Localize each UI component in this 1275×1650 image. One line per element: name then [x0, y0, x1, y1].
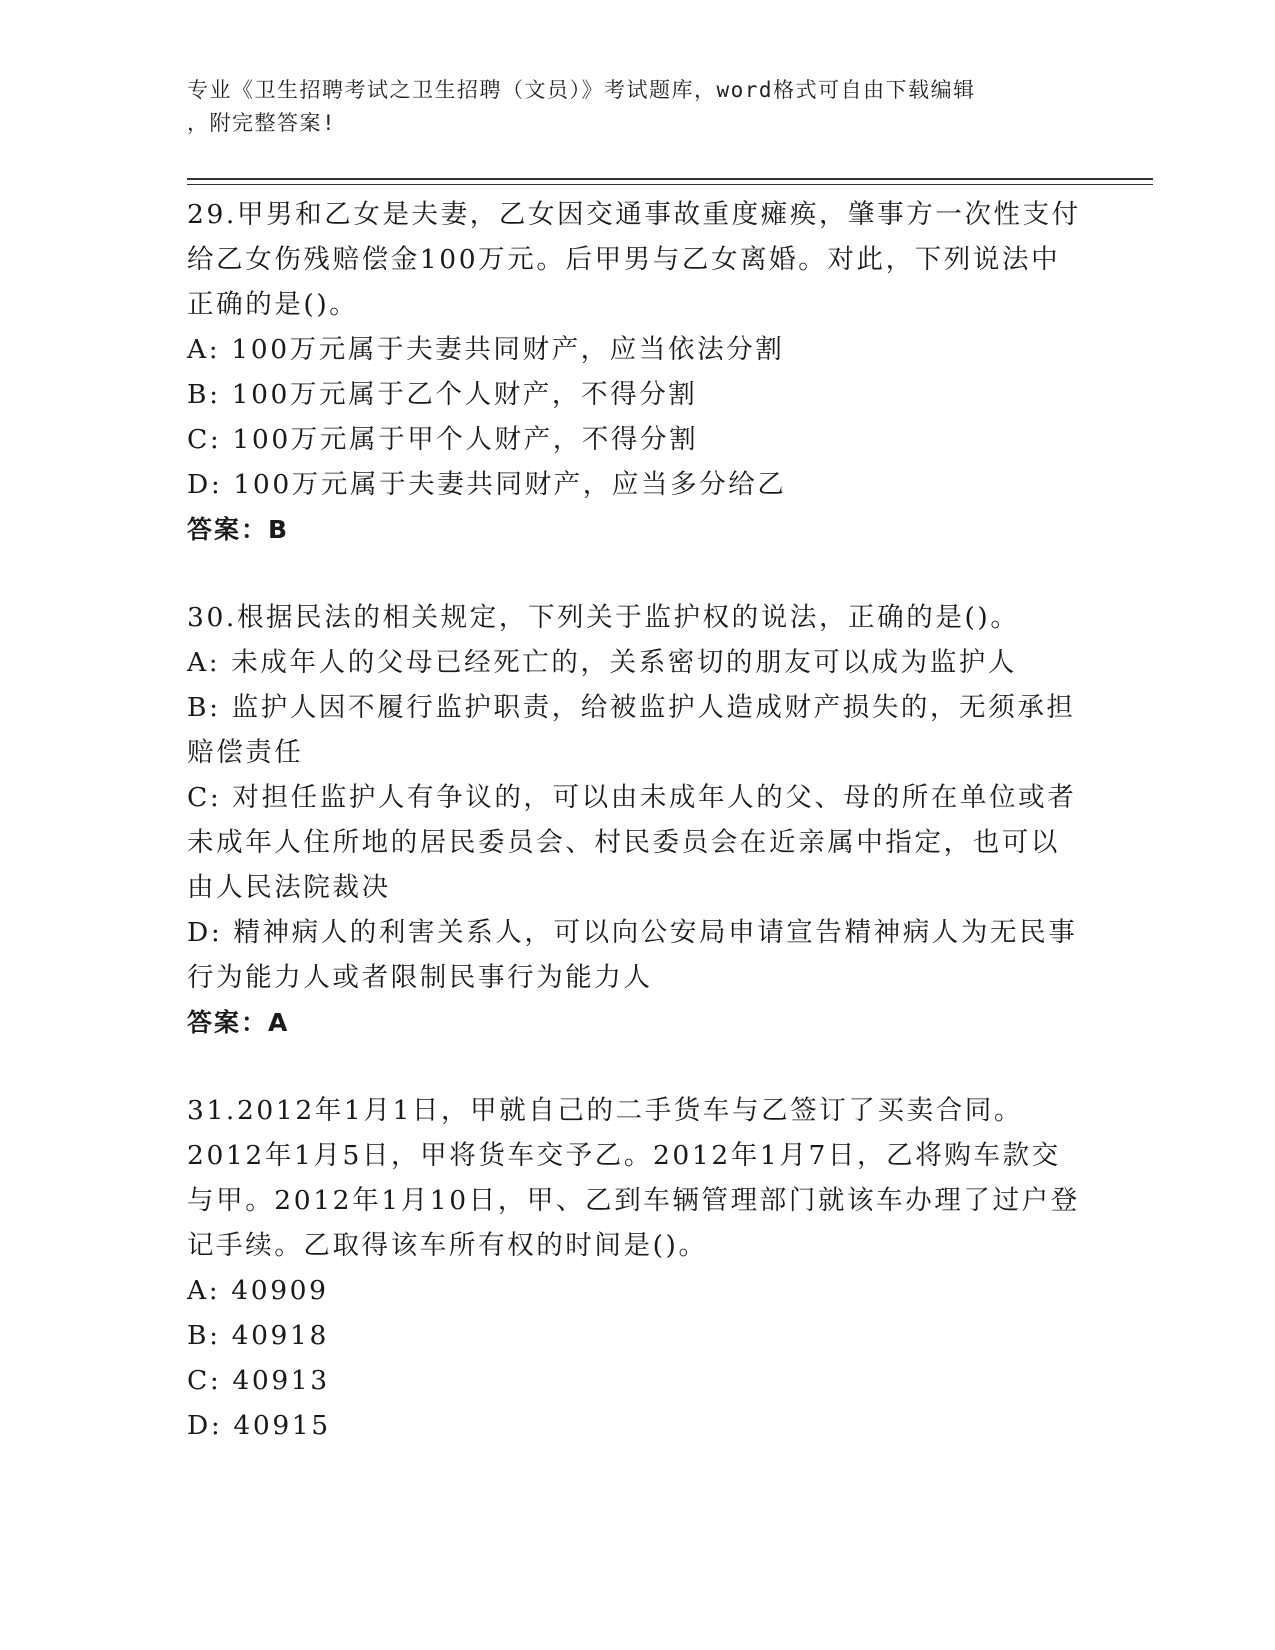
question-31 — [187, 1088, 1087, 1448]
header-divider-thin — [187, 184, 1153, 185]
option-d: D: 精神病人的利害关系人，可以向公安局申请宣告精神病人为无民事行为能力人或者限制民事行为能力人 — [187, 917, 1078, 993]
option-c: C: 40913 — [187, 1365, 330, 1396]
option-b: B: 监护人因不履行监护职责，给被监护人造成财产损失的，无须承担赔偿责任 — [187, 692, 1076, 768]
option-a: A: 100万元属于夫妻共同财产，应当依法分割 — [187, 334, 785, 365]
spacer — [187, 552, 1087, 595]
header-divider-thick — [187, 178, 1153, 180]
header-line-2: ，附完整答案! — [187, 111, 337, 135]
answer: 答案：B — [187, 515, 290, 544]
answer: 答案：A — [187, 1008, 290, 1037]
document-header — [187, 74, 1067, 140]
question-text: 29.甲男和乙女是夫妻，乙女因交通事故重度瘫痪，肇事方一次性支付给乙女伤残赔偿金100万元。后甲男与乙女离婚。对此，下列说法中正确的是()。 — [187, 199, 1081, 320]
option-a: A: 40909 — [187, 1275, 329, 1306]
option-c: C: 对担任监护人有争议的，可以由未成年人的父、母的所在单位或者未成年人住所地的居民委员会、村民委员会在近亲属中指定，也可以由人民法院裁决 — [187, 782, 1077, 903]
spacer — [187, 1045, 1087, 1088]
option-d: D: 100万元属于夫妻共同财产，应当多分给乙 — [187, 469, 787, 500]
option-d: D: 40915 — [187, 1410, 331, 1441]
question-text: 31.2012年1月1日，甲就自己的二手货车与乙签订了买卖合同。2012年1月5日，甲将货车交予乙。2012年1月7日，乙将购车款交与甲。2012年1月10日，甲、乙到车辆管理部门就该车办理了过户登记手续。乙取得该车所有权的时间是()。 — [187, 1095, 1080, 1261]
option-b: B: 40918 — [187, 1320, 329, 1351]
option-b: B: 100万元属于乙个人财产，不得分割 — [187, 379, 698, 410]
option-c: C: 100万元属于甲个人财产，不得分割 — [187, 424, 699, 455]
header-line-1: 专业《卫生招聘考试之卫生招聘（文员）》考试题库，word格式可自由下载编辑 — [187, 78, 976, 102]
question-list — [187, 192, 1087, 1448]
question-30 — [187, 595, 1087, 1045]
question-29 — [187, 192, 1087, 552]
question-text: 30.根据民法的相关规定，下列关于监护权的说法，正确的是()。 — [187, 602, 1020, 633]
option-a: A: 未成年人的父母已经死亡的，关系密切的朋友可以成为监护人 — [187, 647, 1017, 678]
